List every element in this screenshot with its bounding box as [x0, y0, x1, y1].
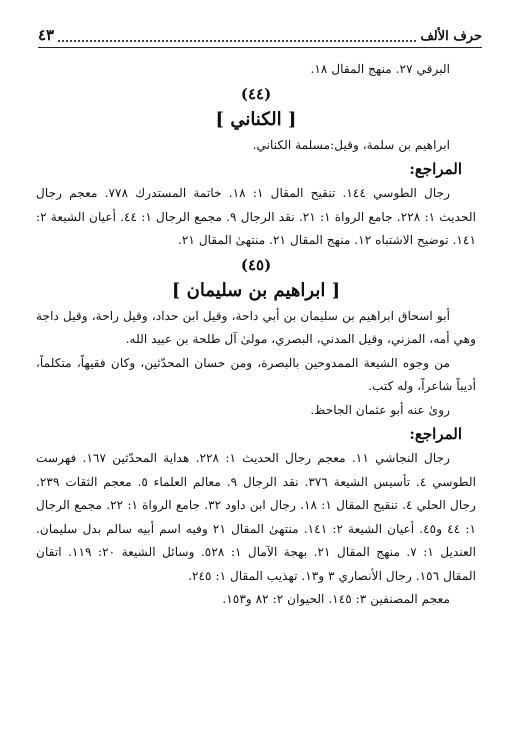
page-body — [36, 58, 476, 612]
entry-number: (٤٤) — [240, 84, 272, 103]
entry-name: ابراهيم بن سلمة، وقيل:مسلمة الكناني. — [252, 137, 450, 152]
running-header — [38, 20, 482, 48]
entry-paragraph: أبو اسحاق ابراهيم بن سليمان بن أبي داحة، وقيل ابن حداد، وقيل راحة، وقيل داجة وهي أمه، المزني، وقيل المدني، البصري، مولىٰ آل طلحة بن عبيد الله. — [36, 308, 476, 346]
entry-number: (٤٥) — [240, 255, 272, 274]
entry-paragraph: من وجوه الشيعة الممدوحين بالبصرة، ومن حسان المحدّثين، وكان فقيهاً، متكلماً، أديباً شاعراً، وله كتب. — [36, 355, 476, 393]
page-number: ٤٣ — [38, 26, 55, 44]
leader-dots — [58, 26, 416, 42]
continued-line: البرقي ٢٧. منهج المقال ١٨. — [310, 62, 450, 76]
references-label: المراجع: — [409, 160, 462, 178]
chapter-title: حرف الألف — [420, 29, 482, 44]
entry-paragraph: روىٰ عنه أبو عثمان الجاحظ. — [310, 402, 450, 417]
references-text-end: معجم المصنفين ٣: ١٤٥. الحيوان ٢: ٨٢ و١٥٣. — [222, 592, 450, 606]
references-text: رجال النجاشي ١١. معجم رجال الحديث ١: ٢٢٨. هداية المحدّثين ١٦٧. فهرست الطوسي ٤. تأسيس الشيعة ٣٧٦. نقد الرجال ٩. معالم العلماء ٥. معجم الثقات ٢٣٩. رجال الحلي ٤. تنقيح المقال ١: ١٨. رجال ابن داود ٣٢. جامع الرواة ١: ٢٢. مجمع الرجال ١: ٤٤ و٤٥. أعيان الشيعة ٢: ١٤١. منتهىٰ المقال ٢١ وفيه اسم أبيه سالم بدل سليمان. العنديل ١: ٧. منهج المقال ٢١. بهجة الآمال ١: ٥٢٨. وسائل الشيعة ٢٠: ١١٩. اتقان المقال ١٥٦. رجال الأنصاري ٣ و١٣. تهذيب المقال ١: ٢٤٥. — [36, 451, 476, 583]
entry-heading: [ ابراهيم بن سليمان ] — [171, 279, 341, 301]
references-label: المراجع: — [409, 425, 462, 443]
references-text: رجال الطوسي ١٤٤. تنقيح المقال ١: ١٨. خاتمة المستدرك ٧٧٨. معجم رجال الحديث ١: ٢٢٨. جامع الرواة ١: ٢١. نقد الرجال ٩. مجمع الرجال ١: ٤٤. أعيان الشيعة ٢: ١٤١. توضيح الاشتباه ١٢. منهج المقال ٢١. منتهىٰ المقال ٢١. — [36, 186, 476, 247]
entry-heading: [ الكناني ] — [215, 108, 297, 130]
